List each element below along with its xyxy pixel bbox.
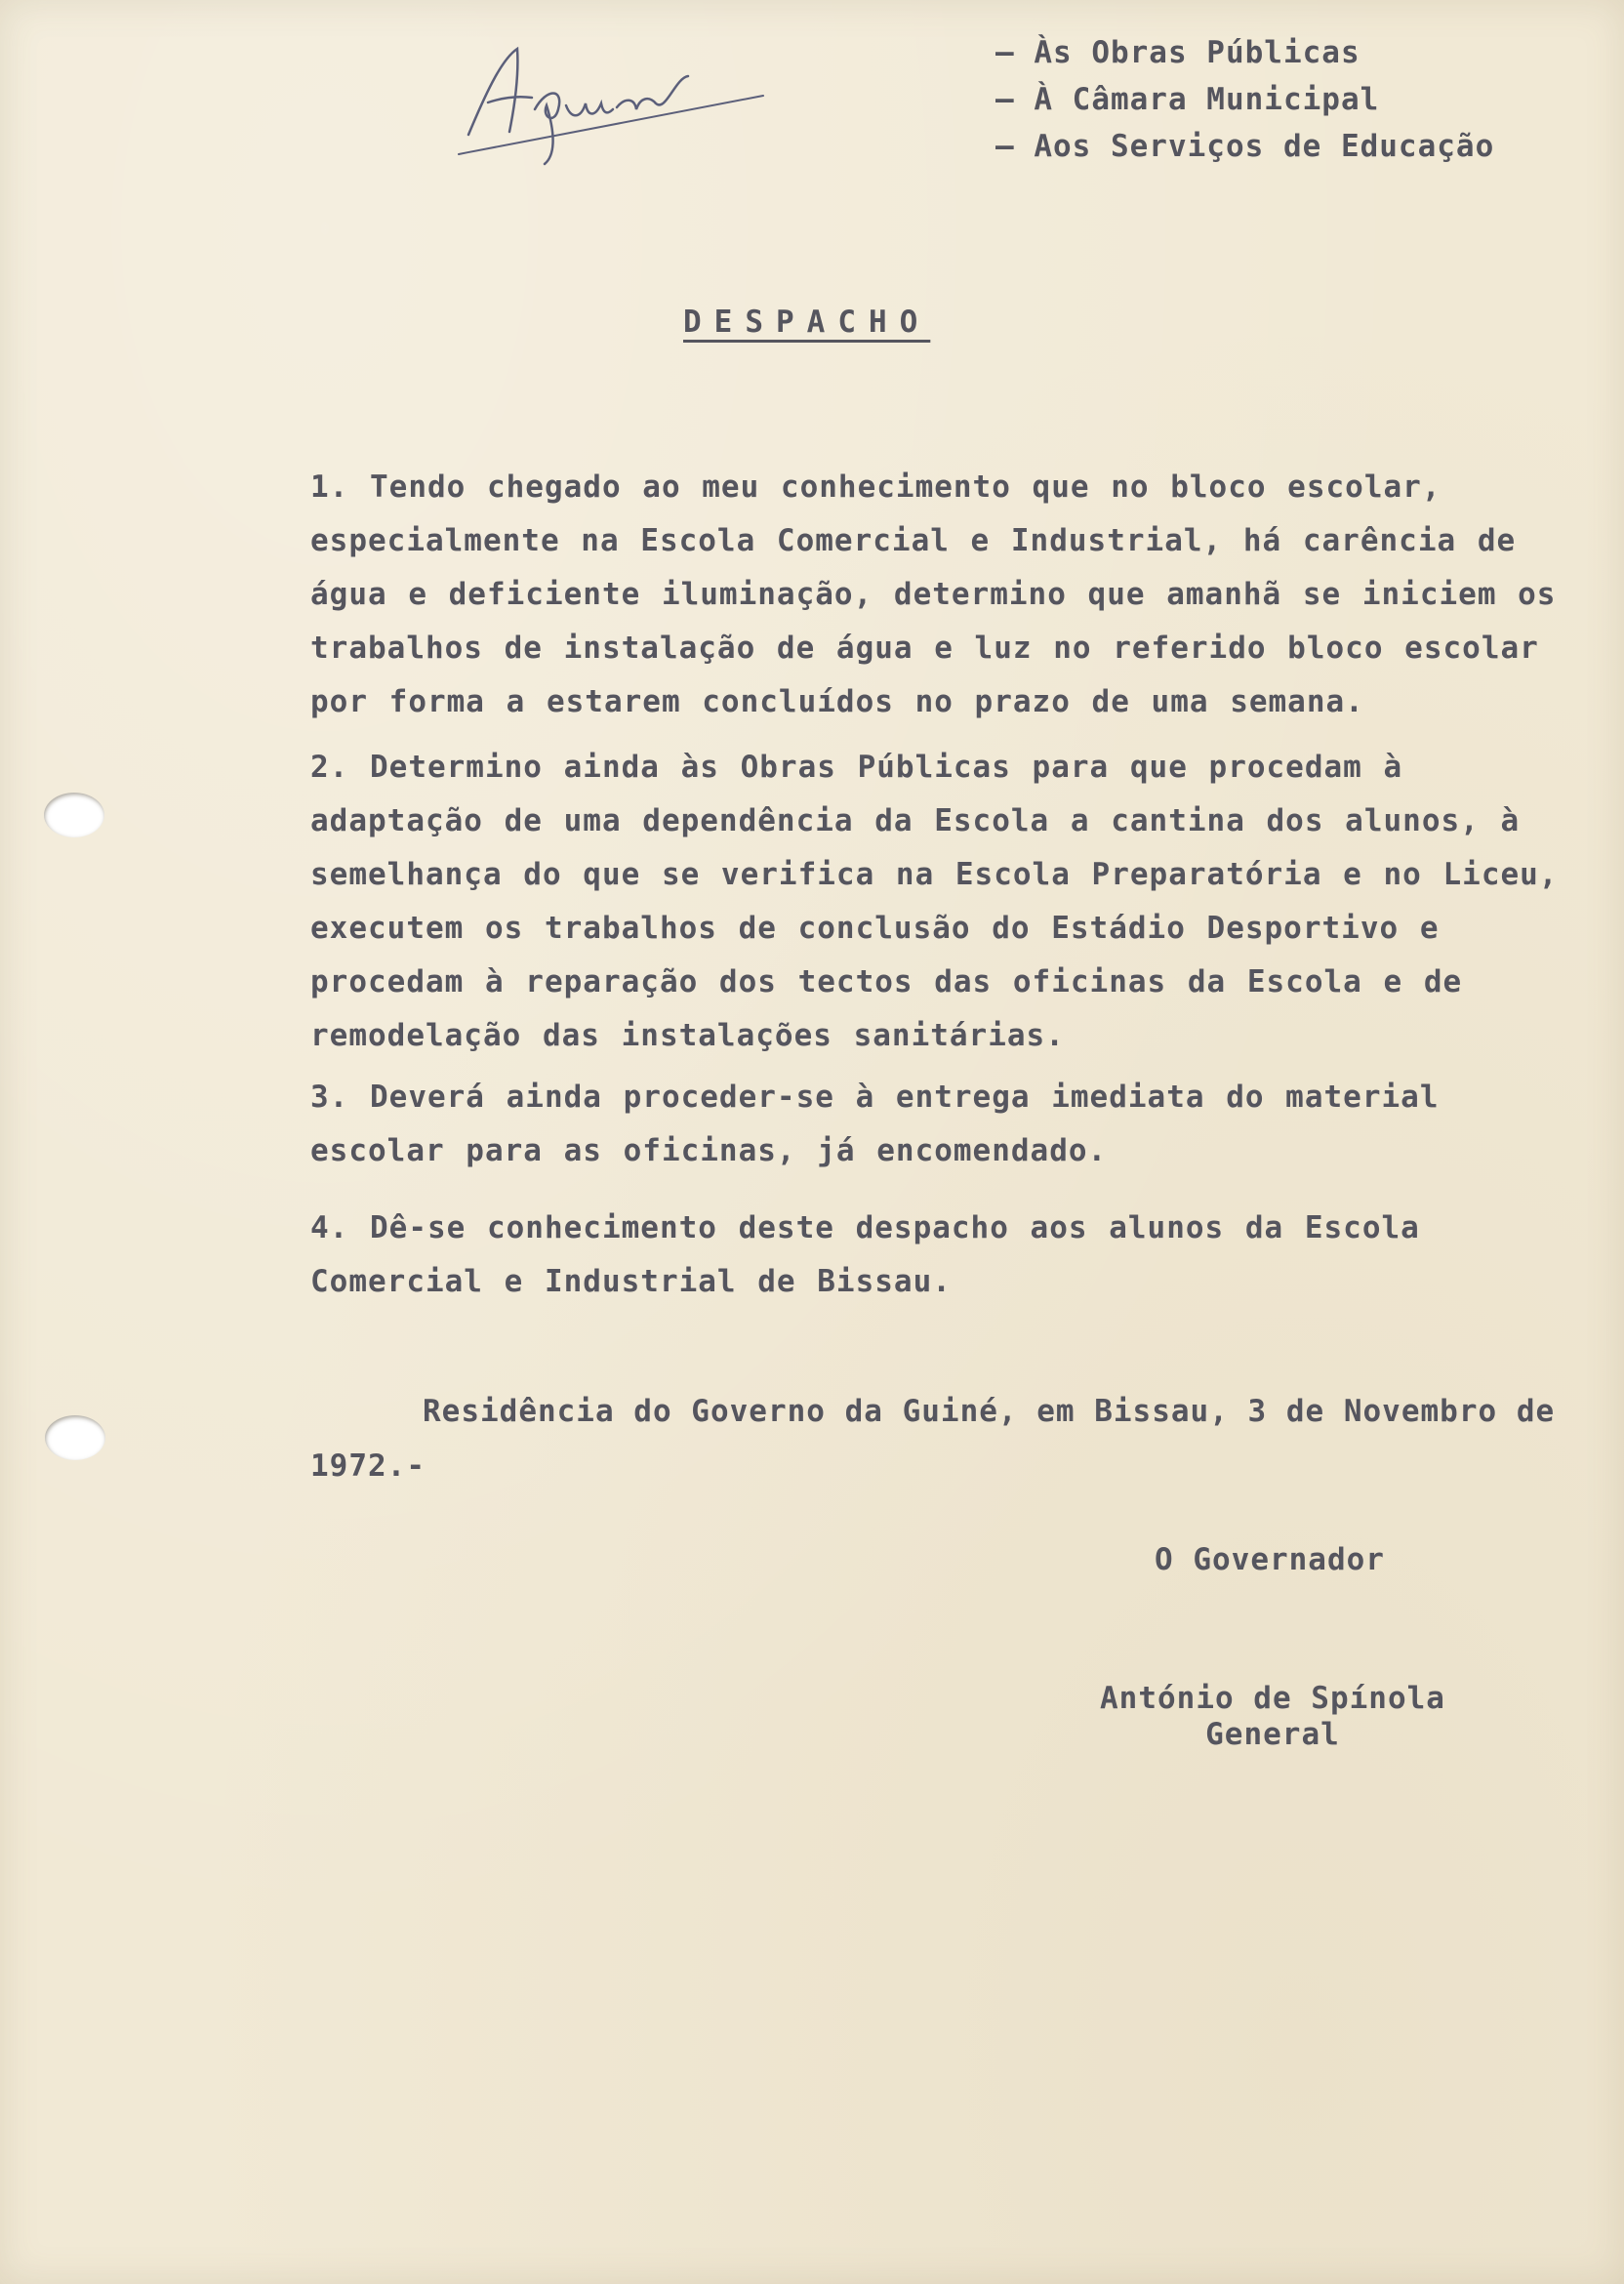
recipient-item: — Aos Serviços de Educação <box>995 123 1494 170</box>
paragraph-3: 3. Deverá ainda proceder-se à entrega imediata do material escolar para as oficinas, já encomendado. <box>310 1080 1440 1168</box>
signer-block <box>1100 1681 1445 1753</box>
punch-hole <box>44 793 104 837</box>
recipients-list <box>995 29 1494 170</box>
punch-hole <box>45 1415 105 1460</box>
place-date: Residência do Governo da Guiné, em Bissau, 3 de Novembro de 1972.- <box>310 1394 1556 1484</box>
paragraph-2: 2. Determino ainda às Obras Públicas para que procedam à adaptação de uma dependência da Escola a cantina dos alunos, à semelhança do que se verifica na Escola Preparatória e no Liceu, executem os trabalhos de conclusão do Estádio Desportivo e procedam à reparação dos tectos das oficinas da Escola e de remodelação das instalações sanitárias. <box>310 750 1559 1053</box>
handwritten-signature <box>449 20 771 166</box>
recipient-item: — À Câmara Municipal <box>995 76 1494 123</box>
recipient-item: — Às Obras Públicas <box>995 29 1494 76</box>
paragraph-1: 1. Tendo chegado ao meu conhecimento que no bloco escolar, especialmente na Escola Comercial e Industrial, há carência de água e deficiente iluminação, determino que amanhã se iniciem os trabalhos de instalação de água e luz no referido bloco escolar por forma a estarem concluídos no prazo de uma semana. <box>310 469 1557 719</box>
place-date-line <box>310 1384 1579 1493</box>
signer-name: António de Spínola <box>1100 1681 1445 1716</box>
document-title: DESPACHO <box>683 305 931 340</box>
signer-role: O Governador <box>1155 1542 1385 1577</box>
signer-rank: General <box>1205 1717 1340 1752</box>
paragraph-4: 4. Dê-se conhecimento deste despacho aos alunos da Escola Comercial e Industrial de Bissau. <box>310 1210 1420 1299</box>
